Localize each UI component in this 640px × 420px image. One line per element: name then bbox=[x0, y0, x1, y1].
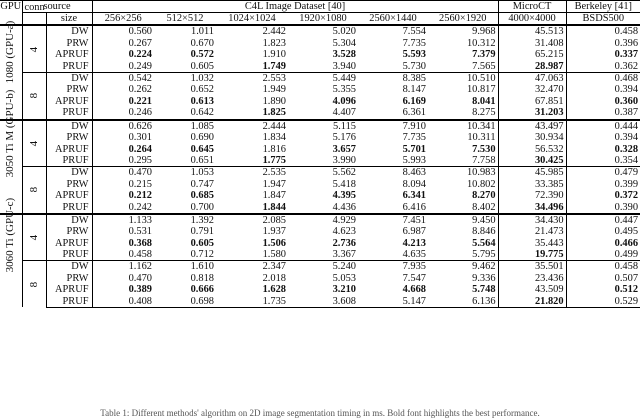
value-cell: 3.990 bbox=[332, 154, 356, 166]
value-cell: 3.940 bbox=[332, 60, 356, 72]
value-cell: 4.096 bbox=[332, 95, 356, 107]
algorithm-name: APRUF bbox=[46, 284, 92, 296]
table-row bbox=[0, 73, 640, 85]
value-cell: 0.249 bbox=[128, 60, 152, 72]
value-cell: 0.389 bbox=[128, 284, 152, 296]
value-cell: 8.041 bbox=[472, 95, 496, 107]
value-cell: 4.395 bbox=[332, 190, 356, 202]
table-row bbox=[0, 96, 640, 108]
table-row bbox=[0, 214, 640, 226]
value-cell: 3.210 bbox=[332, 284, 356, 296]
value-cell: 1.506 bbox=[262, 237, 286, 249]
table-row bbox=[0, 238, 640, 250]
algorithm-name: APRUF bbox=[46, 143, 92, 155]
value-cell: 0.479 bbox=[566, 167, 640, 179]
conn-value: 8 bbox=[27, 281, 40, 288]
value-cell: 1.735 bbox=[216, 296, 288, 308]
value-cell: 56.532 bbox=[498, 143, 566, 155]
value-cell: 1.910 bbox=[262, 49, 286, 61]
value-cell: 7.735 bbox=[402, 131, 426, 143]
table-row bbox=[0, 284, 640, 296]
value-cell: 0.666 bbox=[190, 284, 214, 296]
value-cell: 3.657 bbox=[332, 143, 356, 155]
value-cell: 5.593 bbox=[402, 49, 426, 61]
value-cell: 0.458 bbox=[566, 261, 640, 273]
value-cell: 35.443 bbox=[498, 238, 566, 250]
value-cell: 10.311 bbox=[467, 131, 496, 143]
header-size-6: 4000×4000 bbox=[498, 13, 566, 26]
value-cell: 0.700 bbox=[190, 201, 214, 213]
value-cell: 9.968 bbox=[428, 25, 498, 37]
value-cell: 31.203 bbox=[498, 107, 566, 119]
header-gpu: GPU bbox=[0, 1, 22, 26]
value-cell: 23.436 bbox=[498, 273, 566, 285]
value-cell: 6.169 bbox=[402, 95, 426, 107]
value-cell: 0.387 bbox=[566, 107, 640, 119]
value-cell: 0.690 bbox=[190, 131, 214, 143]
conn-label bbox=[22, 73, 46, 120]
value-cell: 2.736 bbox=[332, 237, 356, 249]
value-cell: 9.450 bbox=[428, 214, 498, 226]
value-cell: 4.623 bbox=[332, 226, 356, 238]
value-cell: 10.341 bbox=[428, 120, 498, 132]
value-cell: 28.987 bbox=[498, 61, 566, 73]
table-row bbox=[0, 167, 640, 179]
value-cell: 43.509 bbox=[498, 284, 566, 296]
value-cell: 1.847 bbox=[262, 190, 286, 202]
value-cell: 1.749 bbox=[262, 60, 286, 72]
value-cell: 0.360 bbox=[566, 96, 640, 108]
value-cell: 0.507 bbox=[566, 273, 640, 285]
value-cell: 5.449 bbox=[288, 73, 358, 85]
algorithm-name: PRUF bbox=[46, 249, 92, 261]
value-cell: 1.937 bbox=[262, 226, 286, 238]
conn-label bbox=[22, 167, 46, 214]
value-cell: 1.162 bbox=[92, 261, 154, 273]
value-cell: 65.215 bbox=[498, 49, 566, 61]
value-cell: 2.085 bbox=[216, 214, 288, 226]
value-cell: 0.444 bbox=[566, 120, 640, 132]
table-row bbox=[0, 25, 640, 37]
value-cell: 7.910 bbox=[358, 120, 428, 132]
value-cell: 0.470 bbox=[92, 167, 154, 179]
value-cell: 7.451 bbox=[358, 214, 428, 226]
table-row bbox=[0, 38, 640, 50]
conn-value: 4 bbox=[27, 140, 40, 147]
value-cell: 6.987 bbox=[402, 226, 426, 238]
value-cell: 1.085 bbox=[154, 120, 216, 132]
value-cell: 1.628 bbox=[262, 284, 286, 296]
value-cell: 0.605 bbox=[190, 237, 214, 249]
value-cell: 2.553 bbox=[216, 73, 288, 85]
value-cell: 0.224 bbox=[128, 49, 152, 61]
value-cell: 9.336 bbox=[472, 272, 496, 284]
table-row bbox=[0, 120, 640, 132]
value-cell: 0.458 bbox=[566, 25, 640, 37]
algorithm-name: APRUF bbox=[46, 238, 92, 250]
value-cell: 1.032 bbox=[154, 73, 216, 85]
header-group-microct: MicroCT bbox=[498, 1, 566, 13]
header-size-5: 2560×1920 bbox=[439, 13, 487, 25]
value-cell: 5.240 bbox=[288, 261, 358, 273]
table-row bbox=[0, 249, 640, 261]
value-cell: 4.635 bbox=[402, 249, 426, 261]
value-cell: 0.215 bbox=[128, 178, 152, 190]
value-cell: 8.094 bbox=[402, 178, 426, 190]
value-cell: 1.823 bbox=[262, 37, 286, 49]
gpu-name: 3050 Ti M (GPU-b) bbox=[4, 89, 17, 178]
algorithm-name: APRUF bbox=[46, 190, 92, 202]
value-cell: 2.347 bbox=[216, 261, 288, 273]
table-row bbox=[0, 273, 640, 285]
header-source: source bbox=[22, 1, 92, 13]
table-row bbox=[0, 49, 640, 61]
value-cell: 6.341 bbox=[402, 190, 426, 202]
value-cell: 5.176 bbox=[332, 131, 356, 143]
value-cell: 7.530 bbox=[472, 143, 496, 155]
algorithm-name: DW bbox=[46, 25, 92, 37]
value-cell: 0.354 bbox=[566, 155, 640, 167]
table-row bbox=[0, 226, 640, 238]
value-cell: 5.355 bbox=[332, 84, 356, 96]
value-cell: 0.368 bbox=[128, 237, 152, 249]
algorithm-name: PRW bbox=[46, 226, 92, 238]
algorithm-name: PRUF bbox=[46, 296, 92, 308]
value-cell: 34.430 bbox=[498, 214, 566, 226]
value-cell: 33.385 bbox=[498, 178, 566, 190]
conn-label bbox=[22, 214, 46, 261]
value-cell: 5.564 bbox=[472, 237, 496, 249]
conn-label bbox=[22, 261, 46, 308]
gpu-label bbox=[0, 197, 22, 308]
value-cell: 0.246 bbox=[128, 107, 152, 119]
value-cell: 30.934 bbox=[498, 132, 566, 144]
value-cell: 0.262 bbox=[128, 84, 152, 96]
value-cell: 1.392 bbox=[154, 214, 216, 226]
table-row bbox=[0, 178, 640, 190]
algorithm-name: PRUF bbox=[46, 61, 92, 73]
value-cell: 3.367 bbox=[332, 249, 356, 261]
table-row bbox=[0, 107, 640, 119]
algorithm-name: PRUF bbox=[46, 107, 92, 119]
table-row bbox=[0, 132, 640, 144]
value-cell: 5.418 bbox=[332, 178, 356, 190]
value-cell: 1.825 bbox=[262, 107, 286, 119]
value-cell: 8.846 bbox=[472, 226, 496, 238]
algorithm-name: DW bbox=[46, 167, 92, 179]
value-cell: 0.626 bbox=[92, 120, 154, 132]
value-cell: 1.011 bbox=[154, 25, 216, 37]
value-cell: 0.328 bbox=[566, 143, 640, 155]
value-cell: 8.385 bbox=[358, 73, 428, 85]
algorithm-name: APRUF bbox=[46, 96, 92, 108]
value-cell: 47.063 bbox=[498, 73, 566, 85]
header-size: size bbox=[46, 13, 92, 26]
header-size-3: 1920×1080 bbox=[299, 13, 347, 25]
header-row-groups bbox=[0, 1, 640, 13]
value-cell: 4.407 bbox=[332, 107, 356, 119]
algorithm-name: PRW bbox=[46, 178, 92, 190]
value-cell: 45.513 bbox=[498, 25, 566, 37]
value-cell: 0.301 bbox=[128, 131, 152, 143]
algorithm-name: APRUF bbox=[46, 49, 92, 61]
algorithm-name: DW bbox=[46, 214, 92, 226]
value-cell: 0.408 bbox=[92, 296, 154, 308]
table-row bbox=[0, 296, 640, 308]
value-cell: 0.613 bbox=[190, 95, 214, 107]
value-cell: 3.528 bbox=[332, 49, 356, 61]
value-cell: 2.018 bbox=[262, 272, 286, 284]
value-cell: 0.447 bbox=[566, 214, 640, 226]
value-cell: 35.501 bbox=[498, 261, 566, 273]
value-cell: 8.147 bbox=[402, 84, 426, 96]
value-cell: 7.379 bbox=[472, 49, 496, 61]
value-cell: 0.645 bbox=[190, 143, 214, 155]
value-cell: 10.510 bbox=[428, 73, 498, 85]
value-cell: 0.747 bbox=[190, 178, 214, 190]
value-cell: 4.436 bbox=[332, 201, 356, 213]
algorithm-name: PRW bbox=[46, 132, 92, 144]
header-size-1: 512×512 bbox=[166, 13, 204, 25]
value-cell: 0.394 bbox=[566, 132, 640, 144]
value-cell: 5.795 bbox=[472, 249, 496, 261]
value-cell: 19.775 bbox=[498, 249, 566, 261]
value-cell: 10.802 bbox=[466, 178, 496, 190]
value-cell: 21.820 bbox=[498, 296, 566, 308]
conn-value: 4 bbox=[27, 46, 40, 52]
value-cell: 0.470 bbox=[128, 272, 152, 284]
value-cell: 0.542 bbox=[92, 73, 154, 85]
value-cell: 5.562 bbox=[288, 167, 358, 179]
value-cell: 0.372 bbox=[566, 190, 640, 202]
value-cell: 43.497 bbox=[498, 120, 566, 132]
value-cell: 2.535 bbox=[216, 167, 288, 179]
header-group-c4l: C4L Image Dataset [40] bbox=[92, 1, 498, 13]
value-cell: 30.425 bbox=[498, 155, 566, 167]
value-cell: 0.267 bbox=[128, 37, 152, 49]
algorithm-name: PRUF bbox=[46, 155, 92, 167]
value-cell: 1.844 bbox=[262, 201, 286, 213]
value-cell: 0.362 bbox=[566, 61, 640, 73]
header-row-sizes bbox=[0, 13, 640, 26]
value-cell: 10.312 bbox=[466, 37, 496, 49]
value-cell: 7.735 bbox=[402, 37, 426, 49]
gpu-name: 1080 (GPU-a) bbox=[4, 20, 17, 84]
value-cell: 5.730 bbox=[402, 60, 426, 72]
value-cell: 1.947 bbox=[262, 178, 286, 190]
value-cell: 32.470 bbox=[498, 84, 566, 96]
value-cell: 7.554 bbox=[358, 25, 428, 37]
value-cell: 0.698 bbox=[154, 296, 216, 308]
value-cell: 1.775 bbox=[262, 154, 286, 166]
value-cell: 3.608 bbox=[288, 296, 358, 308]
value-cell: 7.547 bbox=[402, 272, 426, 284]
value-cell: 0.560 bbox=[92, 25, 154, 37]
value-cell: 0.337 bbox=[566, 49, 640, 61]
value-cell: 7.935 bbox=[358, 261, 428, 273]
value-cell: 0.396 bbox=[566, 38, 640, 50]
value-cell: 8.275 bbox=[472, 107, 496, 119]
conn-value: 8 bbox=[27, 187, 40, 193]
value-cell: 72.390 bbox=[498, 190, 566, 202]
value-cell: 5.701 bbox=[402, 143, 426, 155]
value-cell: 8.270 bbox=[472, 190, 496, 202]
conn-label bbox=[22, 25, 46, 72]
value-cell: 0.399 bbox=[566, 178, 640, 190]
value-cell: 0.642 bbox=[190, 107, 214, 119]
conn-value: 8 bbox=[27, 93, 40, 99]
algorithm-name: PRW bbox=[46, 84, 92, 96]
value-cell: 5.304 bbox=[332, 37, 356, 49]
algorithm-name: DW bbox=[46, 120, 92, 132]
algorithm-name: DW bbox=[46, 73, 92, 85]
value-cell: 6.416 bbox=[402, 201, 426, 213]
algorithm-name: PRW bbox=[46, 273, 92, 285]
value-cell: 9.462 bbox=[428, 261, 498, 273]
value-cell: 1.053 bbox=[154, 167, 216, 179]
value-cell: 0.652 bbox=[190, 84, 214, 96]
value-cell: 7.758 bbox=[472, 154, 496, 166]
table-row bbox=[0, 261, 640, 273]
value-cell: 5.020 bbox=[288, 25, 358, 37]
value-cell: 1.890 bbox=[262, 95, 286, 107]
table-row bbox=[0, 143, 640, 155]
header-size-7: BSDS500 bbox=[566, 13, 640, 26]
value-cell: 45.985 bbox=[498, 167, 566, 179]
table-row bbox=[0, 61, 640, 73]
value-cell: 0.495 bbox=[566, 226, 640, 238]
value-cell: 0.670 bbox=[190, 37, 214, 49]
table-row bbox=[0, 190, 640, 202]
value-cell: 1.816 bbox=[262, 143, 286, 155]
algorithm-name: PRW bbox=[46, 38, 92, 50]
value-cell: 0.791 bbox=[190, 226, 214, 238]
value-cell: 0.458 bbox=[128, 249, 152, 261]
value-cell: 8.402 bbox=[472, 201, 496, 213]
value-cell: 5.993 bbox=[402, 154, 426, 166]
value-cell: 1.949 bbox=[262, 84, 286, 96]
gpu-name: 3060 Ti (GPU-c) bbox=[4, 197, 17, 272]
value-cell: 0.242 bbox=[128, 201, 152, 213]
value-cell: 10.983 bbox=[428, 167, 498, 179]
value-cell: 0.529 bbox=[566, 296, 640, 308]
value-cell: 67.851 bbox=[498, 96, 566, 108]
value-cell: 5.053 bbox=[332, 272, 356, 284]
value-cell: 2.444 bbox=[216, 120, 288, 132]
value-cell: 0.221 bbox=[128, 95, 152, 107]
value-cell: 0.685 bbox=[190, 190, 214, 202]
value-cell: 0.468 bbox=[566, 73, 640, 85]
value-cell: 5.147 bbox=[358, 296, 428, 308]
value-cell: 0.818 bbox=[190, 272, 214, 284]
header-size-0: 256×256 bbox=[104, 13, 142, 25]
value-cell: 0.512 bbox=[566, 284, 640, 296]
value-cell: 0.712 bbox=[190, 249, 214, 261]
value-cell: 5.115 bbox=[288, 120, 358, 132]
value-cell: 0.466 bbox=[566, 238, 640, 250]
value-cell: 31.408 bbox=[498, 38, 566, 50]
value-cell: 4.668 bbox=[402, 284, 426, 296]
table-caption: Table 1: Different methods' algorithm on 2D image segmentation timing in ms. Bold font highlights the best performance. bbox=[100, 408, 540, 418]
algorithm-name: PRUF bbox=[46, 202, 92, 214]
algorithm-name: DW bbox=[46, 261, 92, 273]
value-cell: 2.442 bbox=[216, 25, 288, 37]
value-cell: 0.572 bbox=[190, 49, 214, 61]
value-cell: 6.361 bbox=[402, 107, 426, 119]
table-row bbox=[0, 155, 640, 167]
value-cell: 1.834 bbox=[262, 131, 286, 143]
conn-label bbox=[22, 120, 46, 167]
value-cell: 0.651 bbox=[190, 154, 214, 166]
value-cell: 34.496 bbox=[498, 202, 566, 214]
value-cell: 4.929 bbox=[288, 214, 358, 226]
value-cell: 4.213 bbox=[402, 237, 426, 249]
header-group-berkeley: Berkeley [41] bbox=[566, 1, 640, 13]
header-size-4: 2560×1440 bbox=[369, 13, 417, 25]
conn-value: 4 bbox=[27, 234, 40, 241]
value-cell: 0.605 bbox=[190, 60, 214, 72]
value-cell: 10.817 bbox=[466, 84, 496, 96]
value-cell: 1.580 bbox=[262, 249, 286, 261]
value-cell: 0.264 bbox=[128, 143, 152, 155]
value-cell: 0.531 bbox=[128, 226, 152, 238]
value-cell: 5.748 bbox=[472, 284, 496, 296]
value-cell: 0.295 bbox=[128, 154, 152, 166]
value-cell: 7.565 bbox=[472, 60, 496, 72]
header-size-2: 1024×1024 bbox=[228, 13, 276, 25]
value-cell: 6.136 bbox=[428, 296, 498, 308]
value-cell: 21.473 bbox=[498, 226, 566, 238]
value-cell: 1.610 bbox=[154, 261, 216, 273]
table-row bbox=[0, 84, 640, 96]
value-cell: 8.463 bbox=[358, 167, 428, 179]
header-conn: conn bbox=[22, 2, 46, 15]
value-cell: 0.499 bbox=[566, 249, 640, 261]
value-cell: 0.212 bbox=[128, 190, 152, 202]
table-row bbox=[0, 202, 640, 214]
value-cell: 0.394 bbox=[566, 84, 640, 96]
value-cell: 1.133 bbox=[92, 214, 154, 226]
value-cell: 0.390 bbox=[566, 202, 640, 214]
